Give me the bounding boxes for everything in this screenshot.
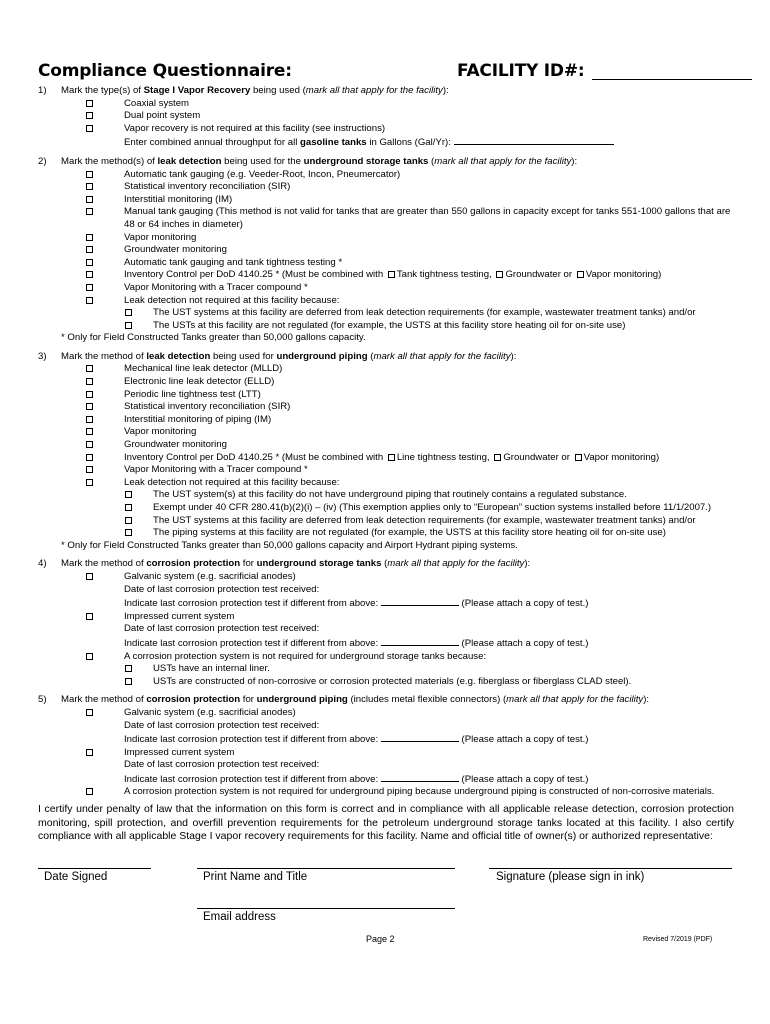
option-groundwater-monitoring: Groundwater monitoring: [124, 244, 770, 257]
checkbox[interactable]: [86, 466, 93, 473]
checkbox[interactable]: [86, 297, 93, 304]
checkbox[interactable]: [86, 749, 93, 756]
date-signed-label: Date Signed: [44, 871, 108, 883]
checkbox[interactable]: [494, 454, 501, 461]
checkbox[interactable]: [86, 271, 93, 278]
option-atg-tightness: Automatic tank gauging and tank tightness testing *: [124, 257, 770, 270]
email-field[interactable]: [197, 908, 455, 909]
checkbox[interactable]: [575, 454, 582, 461]
test-date-field[interactable]: [381, 732, 459, 742]
checkbox[interactable]: [86, 196, 93, 203]
checkbox[interactable]: [125, 665, 132, 672]
checkbox[interactable]: [86, 112, 93, 119]
option-groundwater-monitoring: Groundwater monitoring: [124, 439, 770, 452]
question-4: [0, 558, 770, 571]
question-2: [0, 156, 770, 169]
option-manual-tank-gauging: Manual tank gauging (This method is not valid for tanks that are greater than 550 gallons in capacity except for tanks 551-1000 gallons that are 48 or 64 inches in diameter): [124, 206, 770, 231]
option-tracer: Vapor Monitoring with a Tracer compound *: [124, 282, 770, 295]
option-coaxial: Coaxial system: [124, 98, 770, 111]
question-text: Mark the method of leak detection being used for underground piping (mark all that apply for the facility):: [61, 350, 517, 362]
option-corrosion-not-required: A corrosion protection system is not required for underground storage tanks because:: [124, 651, 770, 664]
checkbox[interactable]: [86, 454, 93, 461]
option-inventory-control: Inventory Control per DoD 4140.25 * (Must be combined with Tank tightness testing, Groundwater or Vapor monitoring): [124, 269, 770, 282]
throughput-line: Enter combined annual throughput for all gasoline tanks in Gallons (Gal/Yr):: [124, 135, 770, 150]
option-sir: Statistical inventory reconciliation (SIR): [124, 181, 770, 194]
checkbox[interactable]: [86, 709, 93, 716]
question-number: 5): [38, 694, 47, 706]
question-text: Mark the type(s) of Stage I Vapor Recovery being used (mark all that apply for the facility):: [61, 85, 449, 96]
checkbox[interactable]: [125, 678, 132, 685]
option-impressed-current: Impressed current system: [124, 747, 770, 760]
questionnaire-body: [0, 85, 770, 844]
option-leak-not-required: Leak detection not required at this facility because:: [124, 295, 770, 308]
checkbox[interactable]: [86, 416, 93, 423]
checkbox[interactable]: [86, 479, 93, 486]
sub-option-deferred: The UST systems at this facility are deferred from leak detection requirements (for example, wastewater treatment tanks) and/or: [153, 307, 770, 320]
sub-option-exempt: Exempt under 40 CFR 280.41(b)(2)(i) – (iv) (This exemption applies only to “European” suction systems installed before 11/1/2007.): [153, 502, 770, 515]
print-name-label: Print Name and Title: [203, 871, 308, 883]
option-vapor-monitoring: Vapor monitoring: [124, 426, 770, 439]
question-text: Mark the method of corrosion protection for underground piping (includes metal flexible connectors) (mark all that apply for the facility):: [61, 694, 650, 706]
sub-option-no-piping: The UST system(s) at this facility do not have underground piping that routinely contains a regulated substance.: [153, 489, 770, 502]
throughput-field[interactable]: [454, 135, 614, 145]
checkbox[interactable]: [86, 259, 93, 266]
option-galvanic: Galvanic system (e.g. sacrificial anodes): [124, 571, 770, 584]
option-tracer: Vapor Monitoring with a Tracer compound *: [124, 464, 770, 477]
question-number: 4): [38, 558, 47, 570]
question-3: [0, 351, 770, 364]
test-date-field[interactable]: [381, 596, 459, 606]
email-label: Email address: [203, 911, 276, 923]
option-galvanic: Galvanic system (e.g. sacrificial anodes): [124, 707, 770, 720]
page-header: [38, 61, 728, 85]
test-date-field[interactable]: [381, 636, 459, 646]
date-signed-field[interactable]: [38, 868, 151, 869]
checkbox[interactable]: [86, 284, 93, 291]
checkbox[interactable]: [86, 100, 93, 107]
footnote: * Only for Field Constructed Tanks greater than 50,000 gallons capacity and Airport Hydrant piping systems.: [61, 539, 518, 551]
page-title: Compliance Questionnaire:: [38, 61, 292, 81]
checkbox[interactable]: [86, 573, 93, 580]
checkbox[interactable]: [496, 271, 503, 278]
checkbox[interactable]: [86, 183, 93, 190]
checkbox[interactable]: [86, 234, 93, 241]
option-elld: Electronic line leak detector (ELLD): [124, 376, 770, 389]
checkbox[interactable]: [388, 271, 395, 278]
question-number: 2): [38, 155, 47, 167]
sub-option-not-regulated: The USTs at this facility are not regulated (for example, the USTS at this facility store heating oil for on-site use): [153, 320, 770, 333]
revision-date: Revised 7/2019 (PDF): [643, 936, 713, 943]
indicate-last-test: Indicate last corrosion protection test if different from above: (Please attach a copy of test.): [124, 637, 589, 649]
checkbox[interactable]: [125, 491, 132, 498]
checkbox[interactable]: [86, 125, 93, 132]
option-corrosion-not-required: A corrosion protection system is not required for underground piping because underground piping is constructed of non-corrosive materials.: [124, 786, 770, 799]
option-dual-point: Dual point system: [124, 110, 770, 123]
indicate-last-test: Indicate last corrosion protection test if different from above: (Please attach a copy of test.): [124, 598, 589, 610]
question-1: [0, 85, 770, 98]
checkbox[interactable]: [125, 322, 132, 329]
checkbox[interactable]: [86, 653, 93, 660]
date-last-test: Date of last corrosion protection test received:: [124, 719, 320, 731]
print-name-field[interactable]: [197, 868, 455, 869]
checkbox[interactable]: [86, 378, 93, 385]
checkbox[interactable]: [125, 309, 132, 316]
facility-id-label: FACILITY ID#:: [457, 61, 585, 81]
date-last-test: Date of last corrosion protection test received:: [124, 759, 320, 771]
option-inventory-control: Inventory Control per DoD 4140.25 * (Must be combined with Line tightness testing, Groundwater or Vapor monitoring): [124, 452, 770, 465]
sub-option-not-regulated: The piping systems at this facility are not regulated (for example, the USTS at this facility store heating oil for on-site use): [153, 527, 770, 540]
question-number: 1): [38, 85, 47, 96]
option-interstitial-piping: Interstitial monitoring of piping (IM): [124, 414, 770, 427]
checkbox[interactable]: [86, 428, 93, 435]
question-text: Mark the method(s) of leak detection being used for the underground storage tanks (mark all that apply for the facility):: [61, 155, 578, 167]
footnote: * Only for Field Constructed Tanks greater than 50,000 gallons capacity.: [61, 332, 366, 344]
page-number: Page 2: [366, 934, 395, 944]
checkbox[interactable]: [86, 171, 93, 178]
sub-option-internal-liner: USTs have an internal liner.: [153, 663, 770, 676]
signature-field[interactable]: [489, 868, 732, 869]
checkbox[interactable]: [86, 365, 93, 372]
checkbox[interactable]: [86, 391, 93, 398]
facility-id-field[interactable]: [592, 79, 752, 80]
option-ltt: Periodic line tightness test (LTT): [124, 389, 770, 402]
indicate-last-test: Indicate last corrosion protection test if different from above: (Please attach a copy of test.): [124, 773, 589, 785]
checkbox[interactable]: [86, 246, 93, 253]
question-text: Mark the method of corrosion protection for underground storage tanks (mark all that apply for the facility):: [61, 558, 531, 570]
checkbox[interactable]: [125, 529, 132, 536]
test-date-field[interactable]: [381, 772, 459, 782]
sub-option-deferred: The UST systems at this facility are deferred from leak detection requirements (for example, wastewater treatment tanks) and/or: [153, 515, 770, 528]
date-last-test: Date of last corrosion protection test received:: [124, 623, 320, 635]
question-number: 3): [38, 350, 47, 362]
question-5: [0, 694, 770, 707]
checkbox[interactable]: [86, 403, 93, 410]
date-last-test: Date of last corrosion protection test received:: [124, 583, 320, 595]
option-sir: Statistical inventory reconciliation (SIR): [124, 401, 770, 414]
option-vapor-monitoring: Vapor monitoring: [124, 232, 770, 245]
indicate-last-test: Indicate last corrosion protection test if different from above: (Please attach a copy of test.): [124, 734, 589, 746]
option-vapor-not-required: Vapor recovery is not required at this facility (see instructions): [124, 123, 770, 136]
signature-label: Signature (please sign in ink): [496, 871, 645, 883]
option-automatic-tank-gauging: Automatic tank gauging (e.g. Veeder-Root, Incon, Pneumercator): [124, 169, 770, 182]
checkbox[interactable]: [86, 441, 93, 448]
checkbox[interactable]: [86, 788, 93, 795]
checkbox[interactable]: [577, 271, 584, 278]
option-leak-not-required: Leak detection not required at this facility because:: [124, 477, 770, 490]
checkbox[interactable]: [388, 454, 395, 461]
checkbox[interactable]: [125, 504, 132, 511]
option-mlld: Mechanical line leak detector (MLLD): [124, 363, 770, 376]
checkbox[interactable]: [86, 208, 93, 215]
checkbox[interactable]: [125, 517, 132, 524]
option-interstitial: Interstitial monitoring (IM): [124, 194, 770, 207]
certification-statement: I certify under penalty of law that the information on this form is correct and in compliance with all applicable release detection, corrosion protection monitoring, spill protection, and overfill prevention requirements for the petroleum underground storage tanks located at this facility. I also certify compliance with all applicable Stage I vapor recovery requirements for this facility. Name and official title of owner(s) or authorized representative:: [38, 803, 734, 843]
option-impressed-current: Impressed current system: [124, 611, 770, 624]
checkbox[interactable]: [86, 613, 93, 620]
sub-option-non-corrosive: USTs are constructed of non-corrosive or corrosion protected materials (e.g. fiberglass or fiberglass CLAD steel).: [153, 676, 770, 689]
